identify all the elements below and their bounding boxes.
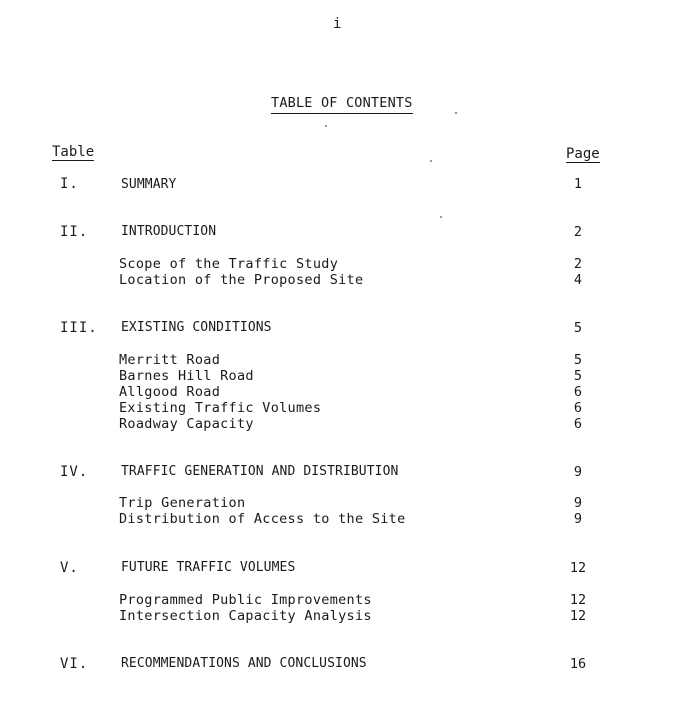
subsection-title: Intersection Capacity Analysis [119, 608, 372, 624]
table-column-header: Table [52, 144, 95, 160]
subsection-page: 4 [573, 272, 583, 288]
section-title: TRAFFIC GENERATION AND DISTRIBUTION [121, 464, 399, 479]
section-title: RECOMMENDATIONS AND CONCLUSIONS [121, 656, 367, 671]
section-page: 2 [573, 224, 583, 240]
scan-speck [440, 216, 442, 218]
subsection-page: 6 [573, 416, 583, 432]
section-title: SUMMARY [121, 177, 177, 192]
subsection-title: Scope of the Traffic Study [119, 256, 339, 272]
scan-speck [325, 125, 327, 127]
section-page: 5 [573, 320, 583, 336]
subsection-title: Merritt Road [119, 352, 221, 368]
subsection-page: 5 [573, 368, 583, 384]
subsection-page: 5 [573, 352, 583, 368]
subsection-title: Barnes Hill Road [119, 368, 254, 384]
section-page: 12 [569, 560, 587, 576]
section-numeral: I. [60, 176, 79, 192]
subsection-page: 6 [573, 384, 583, 400]
subsection-title: Programmed Public Improvements [119, 592, 372, 608]
section-page: 9 [573, 464, 583, 480]
subsection-title: Location of the Proposed Site [119, 272, 364, 288]
subsection-title: Roadway Capacity [119, 416, 254, 432]
subsection-page: 2 [573, 256, 583, 272]
section-numeral: IV. [60, 464, 89, 480]
subsection-title: Distribution of Access to the Site [119, 511, 406, 527]
scan-speck [430, 160, 432, 162]
page-column-header: Page [566, 146, 600, 162]
section-title: INTRODUCTION [121, 224, 217, 239]
section-page: 16 [569, 656, 587, 672]
subsection-title: Existing Traffic Volumes [119, 400, 322, 416]
section-numeral: II. [60, 224, 89, 240]
section-numeral: III. [60, 320, 98, 336]
section-page: 1 [573, 176, 583, 192]
subsection-page: 9 [573, 511, 583, 527]
subsection-page: 9 [573, 495, 583, 511]
scan-speck [455, 112, 457, 114]
section-numeral: VI. [60, 656, 89, 672]
toc-title: TABLE OF CONTENTS [271, 97, 413, 114]
subsection-title: Allgood Road [119, 384, 221, 400]
page-number: i [333, 16, 342, 32]
subsection-title: Trip Generation [119, 495, 246, 511]
subsection-page: 12 [569, 592, 587, 608]
subsection-page: 12 [569, 608, 587, 624]
section-numeral: V. [60, 560, 79, 576]
section-title: EXISTING CONDITIONS [121, 320, 272, 335]
subsection-page: 6 [573, 400, 583, 416]
section-title: FUTURE TRAFFIC VOLUMES [121, 560, 296, 575]
